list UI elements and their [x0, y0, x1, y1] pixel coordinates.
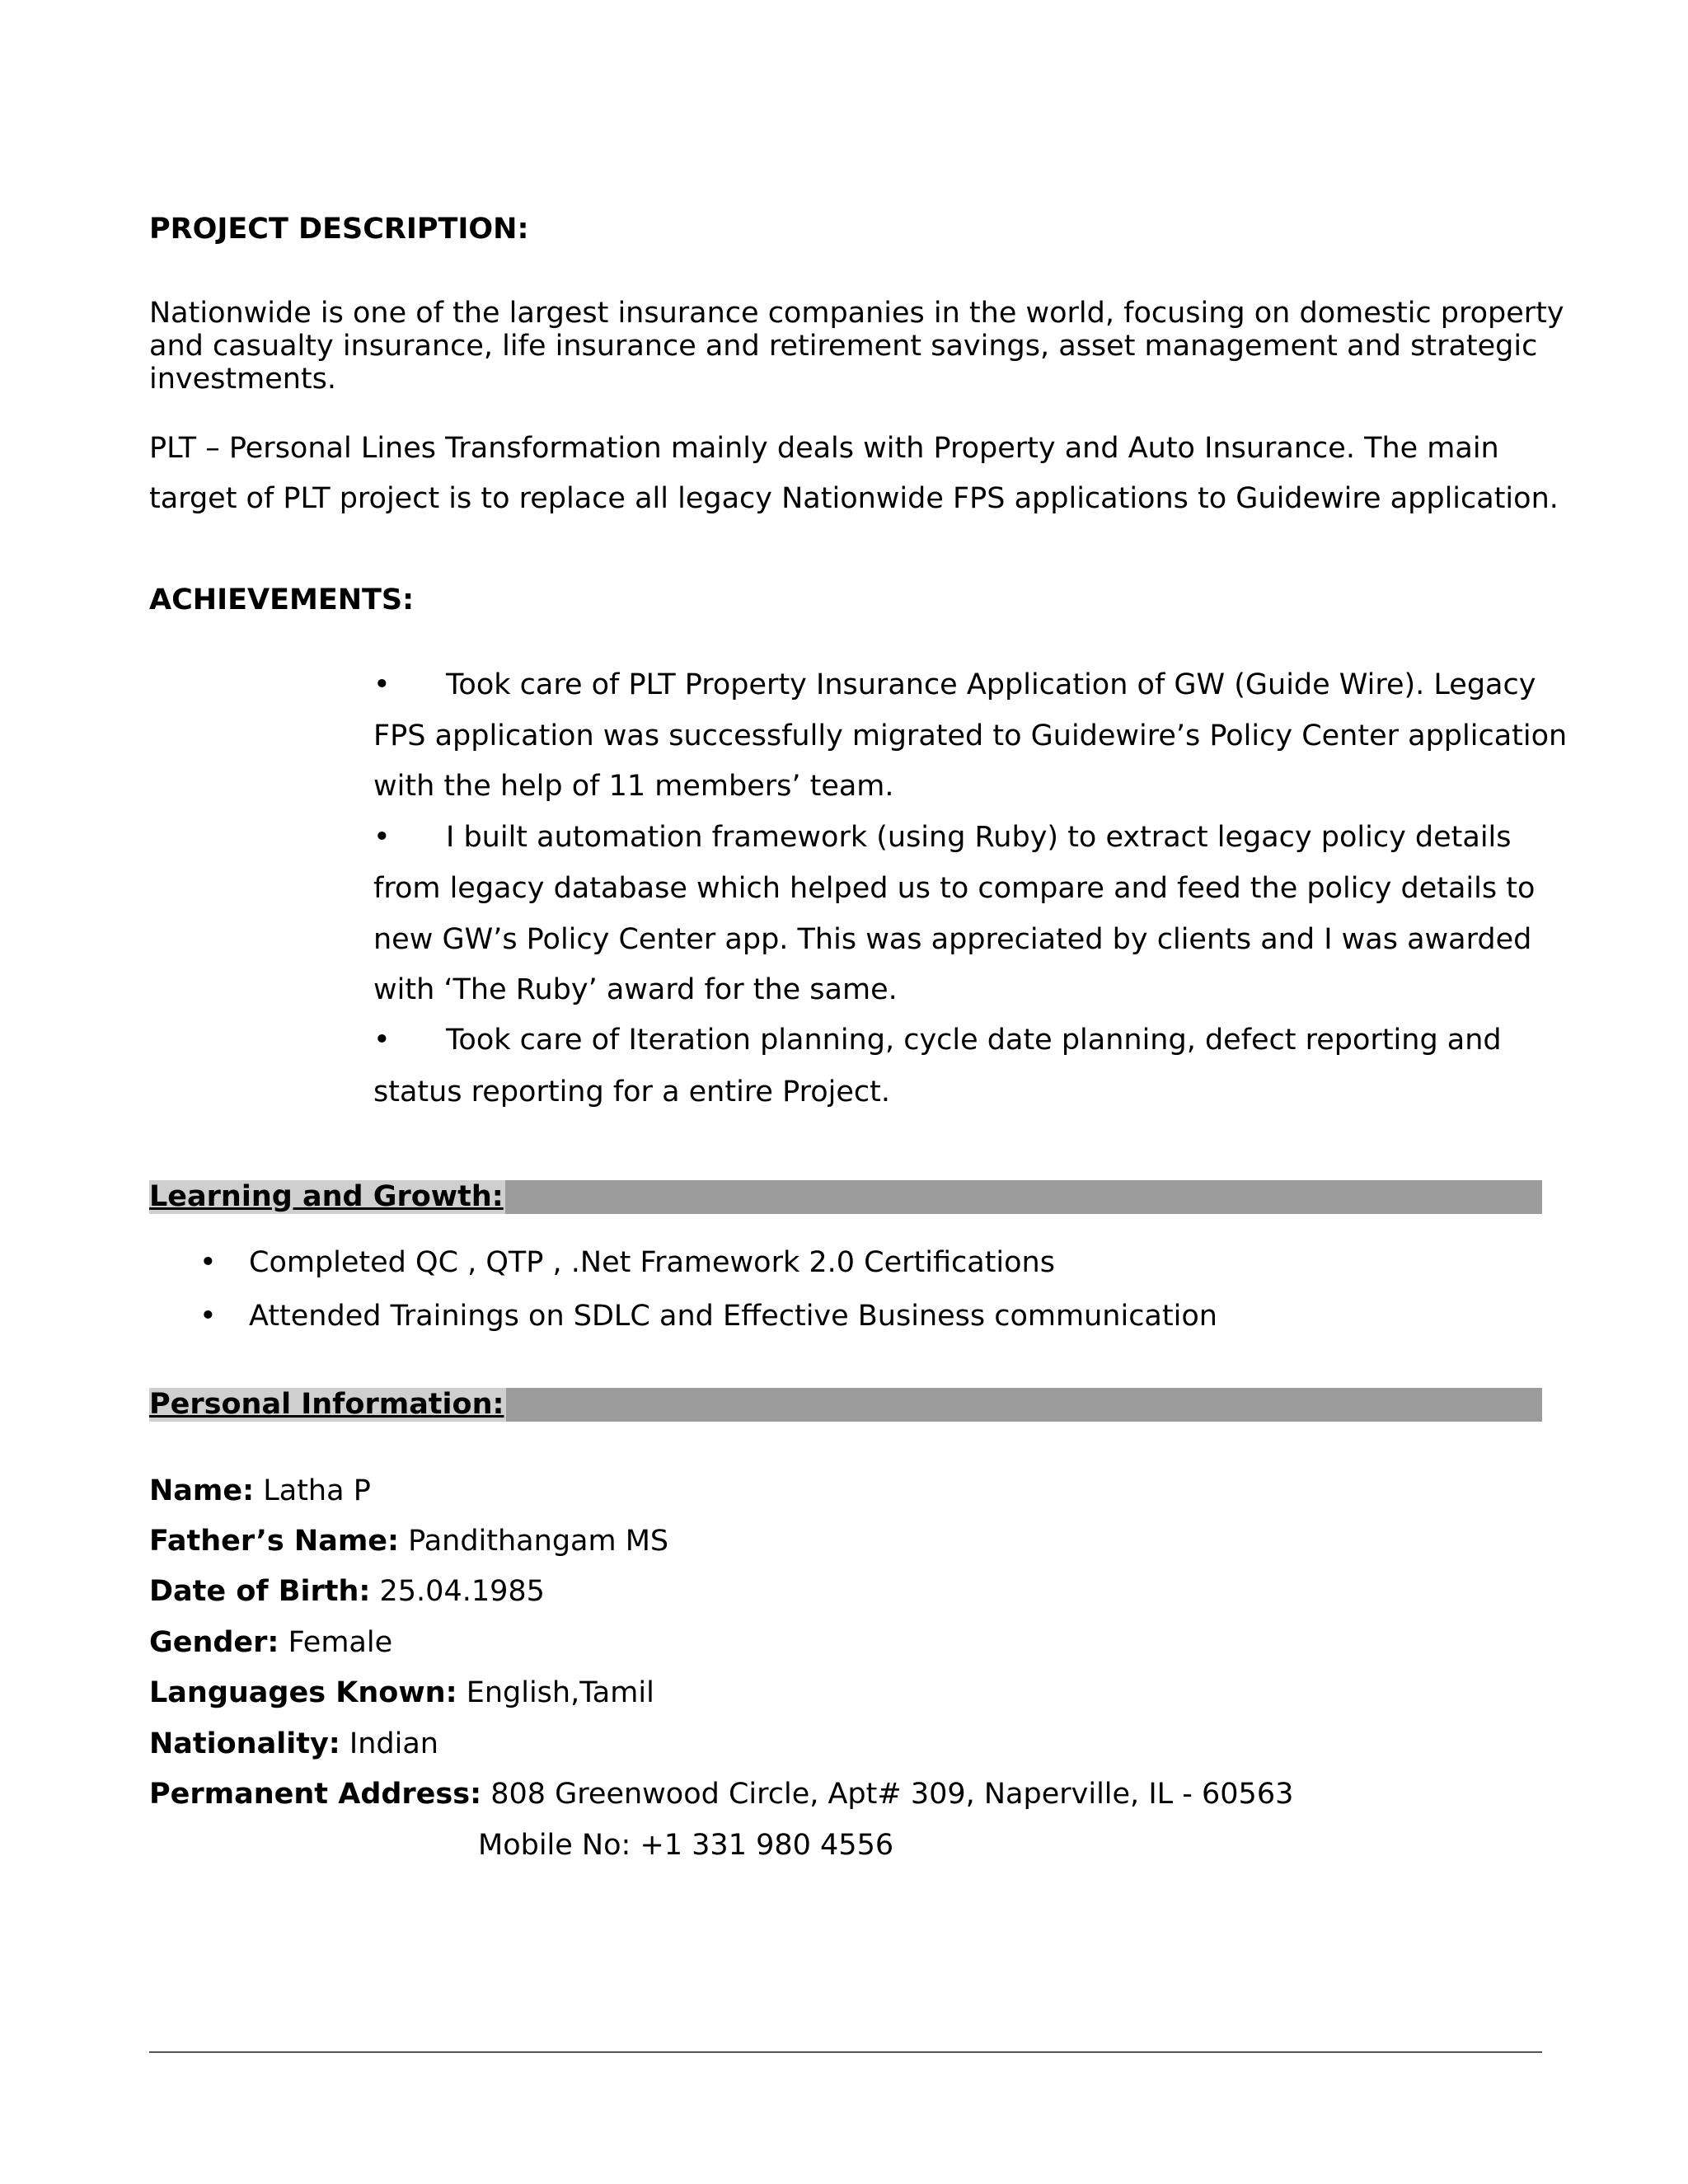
achievement-bullet-1: • [373, 668, 391, 701]
achievement-line-1: Took care of PLT Property Insurance Application of GW (Guide Wire). Legacy [446, 668, 1536, 701]
personal-name-row [149, 1474, 371, 1507]
nationality-label: Nationality: [149, 1727, 340, 1760]
languages-value: English,Tamil [466, 1676, 654, 1709]
learning-bullet-1: • [199, 1246, 217, 1279]
achievement-bullet-2: • [373, 821, 391, 854]
languages-label: Languages Known: [149, 1676, 457, 1709]
achievement-line-7: with ‘The Ruby’ award for the same. [373, 973, 898, 1006]
achievement-line-9: status reporting for a entire Project. [373, 1076, 890, 1108]
personal-nationality-row [149, 1727, 438, 1760]
project-para1-line2: and casualty insurance, life insurance and retirement savings, asset management and strategic [149, 330, 1538, 363]
personal-address-row [149, 1778, 1293, 1811]
address-value: 808 Greenwood Circle, Apt# 309, Naperville, IL - 60563 [490, 1778, 1294, 1811]
dob-label: Date of Birth: [149, 1575, 371, 1608]
achievements-heading: ACHIEVEMENTS: [149, 583, 415, 616]
achievement-line-3: with the help of 11 members’ team. [373, 770, 894, 803]
personal-heading-bar [149, 1388, 1542, 1422]
project-para2-line1: PLT – Personal Lines Transformation mainly deals with Property and Auto Insurance. The main [149, 432, 1499, 465]
father-label: Father’s Name: [149, 1525, 400, 1558]
learning-item-1: Completed QC , QTP , .Net Framework 2.0 Certifications [249, 1246, 1055, 1279]
gender-value: Female [288, 1626, 393, 1659]
project-description-heading: PROJECT DESCRIPTION: [149, 213, 529, 246]
address-label: Permanent Address: [149, 1778, 482, 1811]
personal-mobile: Mobile No: +1 331 980 4556 [478, 1829, 894, 1862]
personal-heading: Personal Information: [149, 1388, 504, 1421]
nationality-value: Indian [349, 1727, 438, 1760]
learning-heading-bar [149, 1180, 1542, 1214]
personal-languages-row [149, 1676, 654, 1709]
project-para1-line3: investments. [149, 363, 337, 396]
achievement-bullet-3: • [373, 1024, 391, 1057]
achievement-line-8: Took care of Iteration planning, cycle date planning, defect reporting and [446, 1024, 1502, 1057]
personal-gender-row [149, 1626, 392, 1659]
learning-heading: Learning and Growth: [149, 1180, 504, 1213]
achievement-line-4: I built automation framework (using Ruby) to extract legacy policy details [446, 821, 1512, 854]
footer-rule [149, 2051, 1542, 2053]
learning-item-2: Attended Trainings on SDLC and Effective Business communication [249, 1300, 1217, 1333]
project-para2-line2: target of PLT project is to replace all legacy Nationwide FPS applications to Guidewire application. [149, 482, 1559, 515]
father-value: Pandithangam MS [408, 1525, 669, 1558]
name-value: Latha P [263, 1474, 371, 1507]
achievement-line-6: new GW’s Policy Center app. This was appreciated by clients and I was awarded [373, 923, 1532, 956]
personal-dob-row [149, 1575, 545, 1608]
achievement-line-2: FPS application was successfully migrated to Guidewire’s Policy Center application [373, 719, 1568, 752]
achievement-line-5: from legacy database which helped us to compare and feed the policy details to [373, 872, 1536, 905]
name-label: Name: [149, 1474, 255, 1507]
learning-bullet-2: • [199, 1300, 217, 1333]
gender-label: Gender: [149, 1626, 279, 1659]
dob-value: 25.04.1985 [379, 1575, 545, 1608]
personal-father-row [149, 1525, 668, 1558]
project-para1-line1: Nationwide is one of the largest insurance companies in the world, focusing on domestic property [149, 297, 1564, 330]
